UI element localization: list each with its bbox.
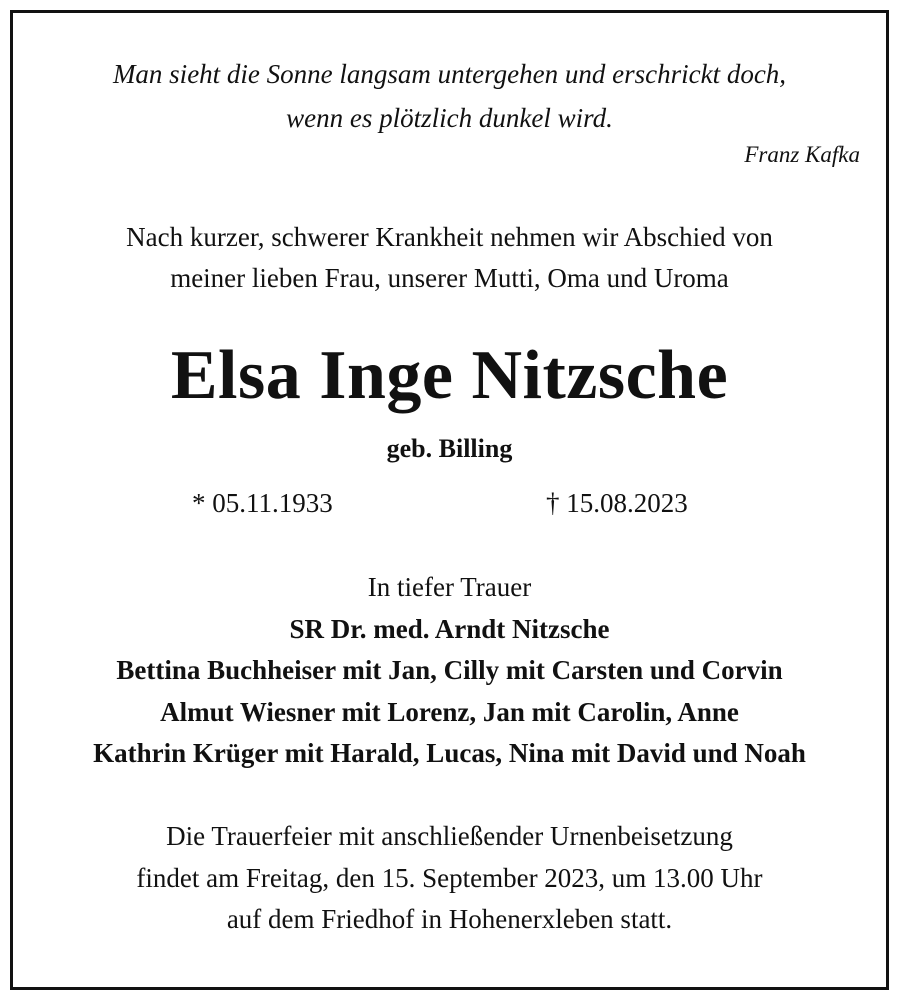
obituary-frame xyxy=(10,10,889,990)
birth-date: * 05.11.1933 xyxy=(192,488,333,518)
deceased-name: Elsa Inge Nitzsche xyxy=(170,337,729,414)
mourning-intro: In tiefer Trauer xyxy=(367,572,532,602)
quote-line-1: Man sieht die Sonne langsam untergehen und erschrickt doch, xyxy=(112,59,787,89)
intro-line-2: meiner lieben Frau, unserer Mutti, Oma und Uroma xyxy=(170,263,729,293)
mourner-line-2: Bettina Buchheiser mit Jan, Cilly mit Carsten und Corvin xyxy=(116,655,783,685)
funeral-line-1: Die Trauerfeier mit anschließender Urnenbeisetzung xyxy=(166,821,733,851)
funeral-line-3: auf dem Friedhof in Hohenerxleben statt. xyxy=(226,904,673,934)
funeral-line-2: findet am Freitag, den 15. September 2023, um 13.00 Uhr xyxy=(136,863,763,893)
intro-line-1: Nach kurzer, schwerer Krankheit nehmen wir Abschied von xyxy=(126,222,773,252)
death-date: † 15.08.2023 xyxy=(546,488,688,518)
quote-author: Franz Kafka xyxy=(744,142,860,167)
maiden-name: geb. Billing xyxy=(386,434,513,463)
quote-line-2: wenn es plötzlich dunkel wird. xyxy=(286,103,613,133)
mourner-line-4: Kathrin Krüger mit Harald, Lucas, Nina mit David und Noah xyxy=(93,738,806,768)
mourner-line-3: Almut Wiesner mit Lorenz, Jan mit Carolin, Anne xyxy=(160,697,739,727)
mourner-line-1: SR Dr. med. Arndt Nitzsche xyxy=(289,614,610,644)
